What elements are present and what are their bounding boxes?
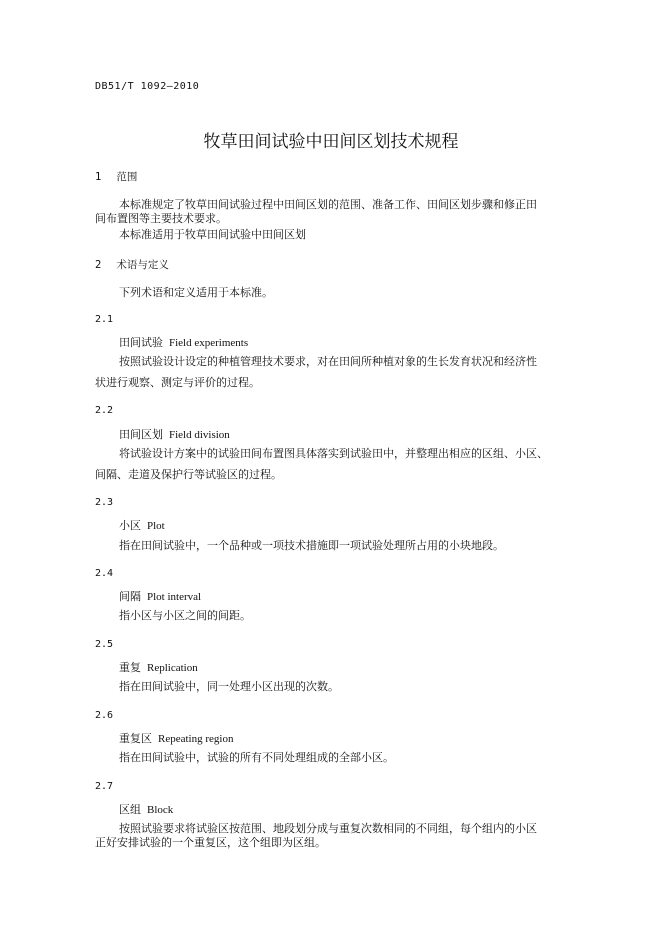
term-heading bbox=[119, 517, 165, 533]
term-chinese: 重复 bbox=[119, 661, 141, 674]
section-1-heading bbox=[95, 169, 137, 184]
term-english: Field division bbox=[169, 429, 230, 441]
section-title: 范围 bbox=[116, 171, 138, 183]
term-english: Plot interval bbox=[147, 591, 202, 603]
term-heading bbox=[119, 659, 198, 675]
term-definition-line: 指在田间试验中，试验的所有不同处理组成的全部小区。 bbox=[119, 751, 394, 764]
term-chinese: 重复区 bbox=[119, 732, 152, 745]
term-definition-line: 指在田间试验中，同一处理小区出现的次数。 bbox=[119, 680, 339, 693]
section-1-para-line-2: 间布置图等主要技术要求。 bbox=[95, 212, 227, 225]
term-heading bbox=[119, 588, 201, 604]
term-heading bbox=[119, 334, 248, 350]
section-number: 2 bbox=[95, 259, 102, 271]
term-chinese: 田间试验 bbox=[119, 336, 163, 349]
term-definition-line: 状进行观察、测定与评价的过程。 bbox=[95, 376, 260, 389]
section-title: 术语与定义 bbox=[116, 259, 169, 271]
term-english: Repeating region bbox=[158, 733, 234, 745]
term-definition-line: 按照试验要求将试验区按范围、地段划分成与重复次数相同的不同组，每个组内的小区 bbox=[119, 822, 537, 835]
standard-code: DB51/T 1092—2010 bbox=[95, 81, 200, 92]
term-heading bbox=[119, 801, 173, 817]
term-definition-line: 间隔、走道及保护行等试验区的过程。 bbox=[95, 468, 282, 481]
term-number: 2.2 bbox=[95, 405, 114, 416]
term-chinese: 间隔 bbox=[119, 590, 141, 603]
document-title: 牧草田间试验中田间区划技术规程 bbox=[203, 132, 459, 152]
term-number: 2.6 bbox=[95, 710, 114, 721]
term-number: 2.5 bbox=[95, 639, 114, 650]
section-1-para-line-1: 本标准规定了牧草田间试验过程中田间区划的范围、准备工作、田间区划步骤和修正田 bbox=[119, 198, 537, 211]
section-2-intro: 下列术语和定义适用于本标准。 bbox=[119, 286, 273, 299]
term-number: 2.4 bbox=[95, 568, 114, 579]
term-english: Replication bbox=[147, 662, 198, 674]
section-1-para-line-3: 本标准适用于牧草田间试验中田间区划 bbox=[119, 228, 306, 241]
term-definition-line: 按照试验设计设定的种植管理技术要求，对在田间所种植对象的生长发育状况和经济性 bbox=[119, 355, 537, 368]
section-number: 1 bbox=[95, 171, 102, 183]
term-number: 2.1 bbox=[95, 314, 114, 325]
term-english: Block bbox=[147, 804, 174, 816]
term-definition-line: 指小区与小区之间的间距。 bbox=[119, 609, 251, 622]
term-chinese: 田间区划 bbox=[119, 428, 163, 441]
term-definition-line: 指在田间试验中，一个品种或一项技术措施即一项试验处理所占用的小块地段。 bbox=[119, 539, 504, 552]
term-heading bbox=[119, 426, 230, 442]
section-2-heading bbox=[95, 257, 169, 272]
term-english: Plot bbox=[147, 520, 165, 532]
term-number: 2.7 bbox=[95, 781, 114, 792]
term-definition-line: 将试验设计方案中的试验田间布置图具体落实到试验田中，并整理出相应的区组、小区、 bbox=[119, 447, 548, 460]
term-chinese: 区组 bbox=[119, 803, 141, 816]
term-english: Field experiments bbox=[169, 337, 249, 349]
term-definition-line: 正好安排试验的一个重复区，这个组即为区组。 bbox=[95, 836, 326, 849]
term-chinese: 小区 bbox=[119, 519, 141, 532]
term-number: 2.3 bbox=[95, 497, 114, 508]
term-heading bbox=[119, 730, 233, 746]
